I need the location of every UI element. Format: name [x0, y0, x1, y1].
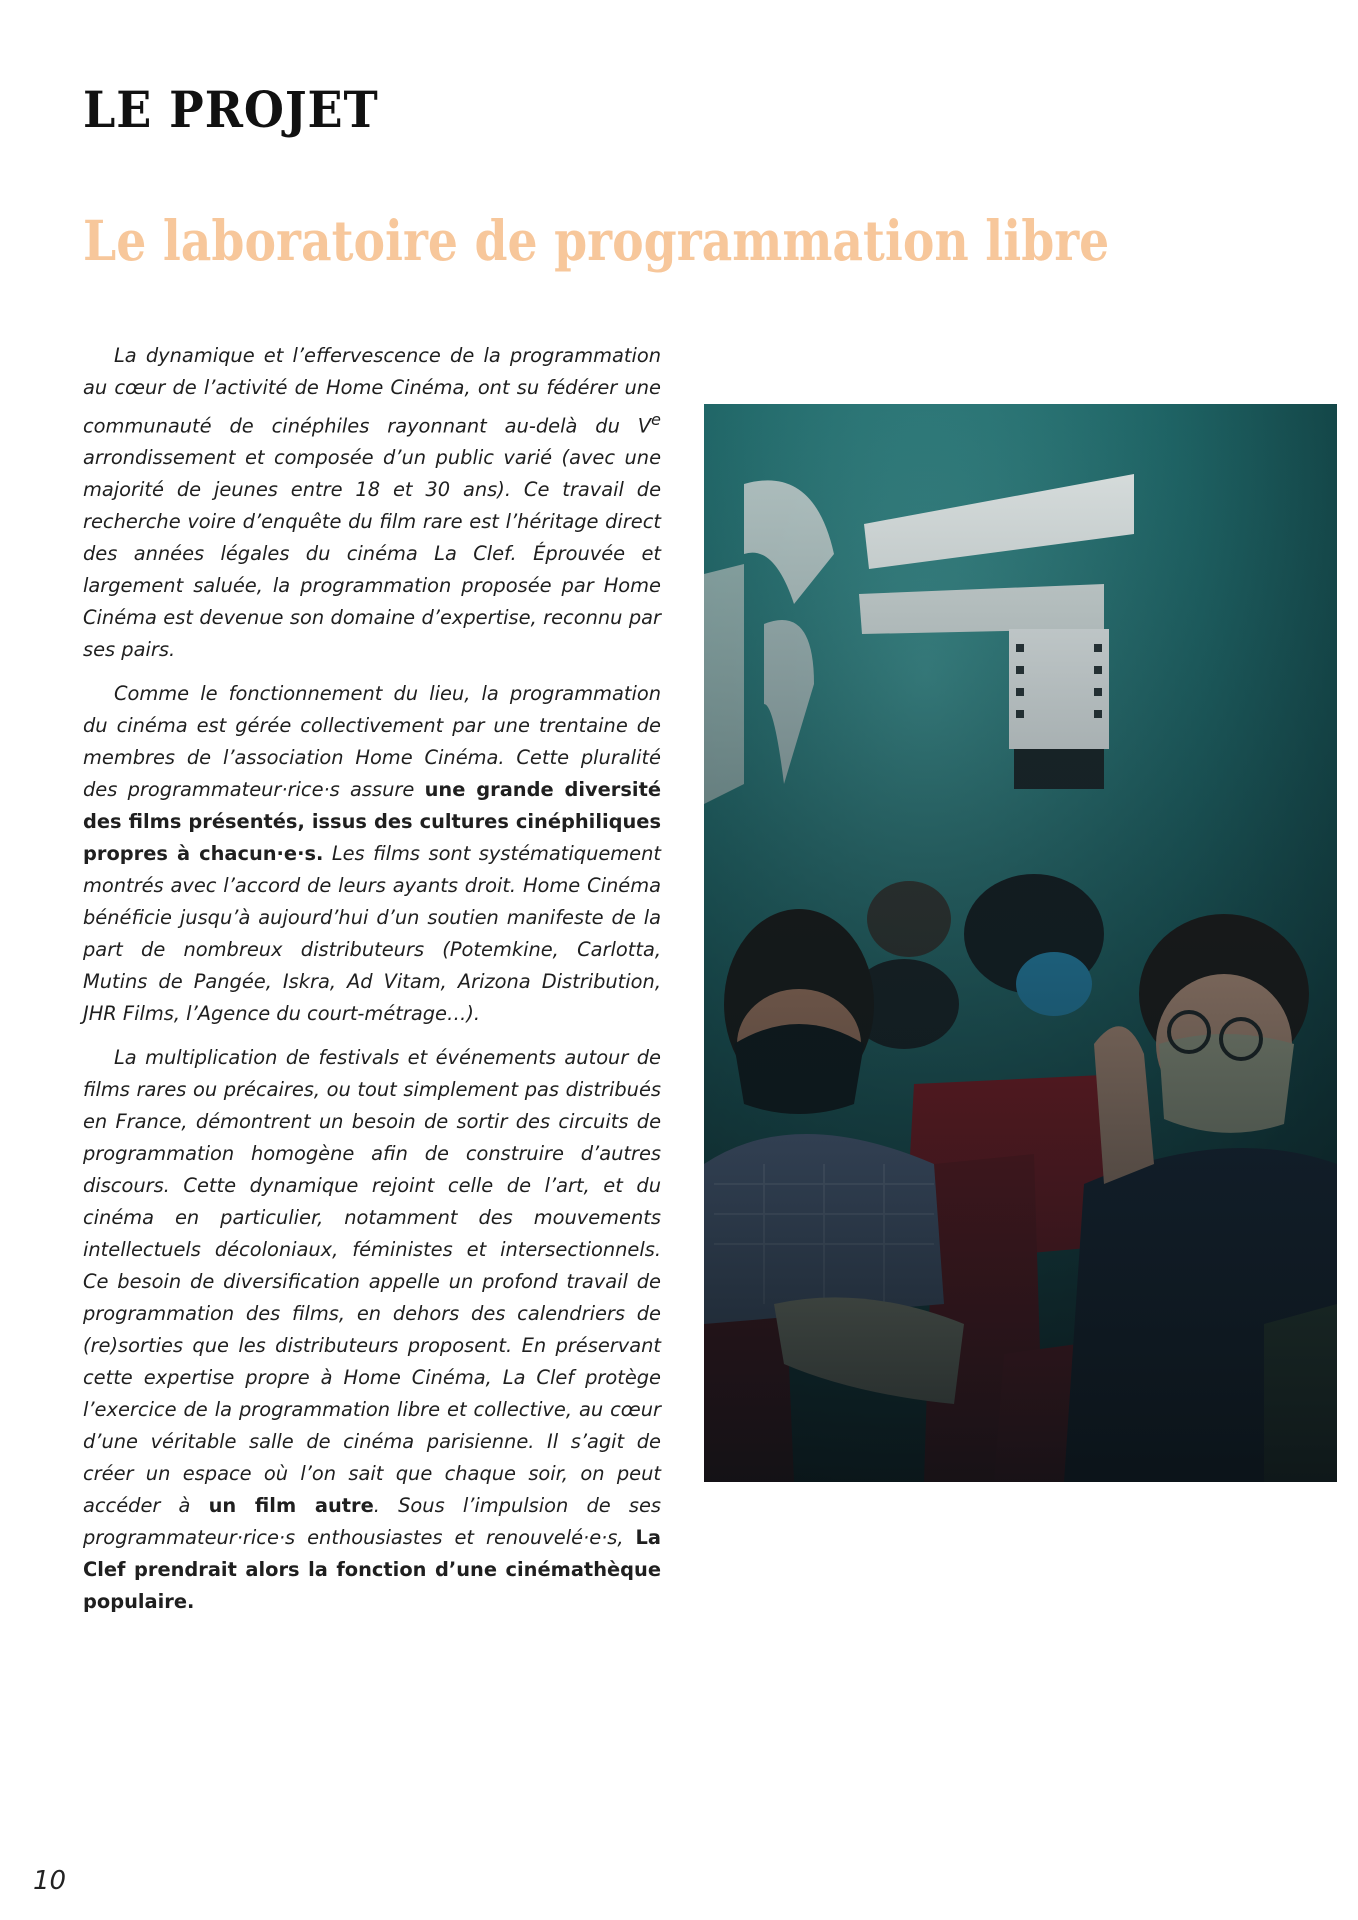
emphasized-text: un film autre [208, 1494, 374, 1518]
paragraph-text: e [651, 410, 661, 429]
page-headline: Le laboratoire de programmation libre [83, 208, 1110, 273]
emphasized-text: une grande diversité des films présentés, issus des cultures cinéphiliques propres à chacun·e·s. [83, 778, 661, 866]
body-text [83, 340, 661, 1630]
paragraph-text: arrondissement et composée d’un public varié (avec une majorité de jeunes entre 18 et 30 ans). Ce travail de recherche voire d’enquête du film rare est l’héritage direct des années légales du cinéma La Clef. Éprouvée et largement saluée, la programmation proposée par Home Cinéma est devenue son domaine d’expertise, reconnu par ses pairs. [83, 446, 661, 662]
paragraph-text: . Sous l’impulsion de ses programmateur·rice·s enthousiastes et renouvelé·e·s, [83, 1494, 661, 1550]
emphasized-text: La Clef prendrait alors la fonction d’une cinémathèque populaire. [83, 1526, 661, 1614]
page-number: 10 [33, 1866, 67, 1896]
paragraph-text: Comme le fonctionnement du lieu, la programmation du cinéma est gérée collectivement par une trentaine de membres de l’association Home Cinéma. Cette pluralité des programmateur·rice·s assure [83, 682, 661, 802]
paragraph-text: La dynamique et l’effervescence de la programmation au cœur de l’activité de Home Cinéma, ont su fédérer une communauté de cinéphiles rayonnant au-delà du V [83, 344, 661, 438]
cinema-audience-photo [704, 404, 1337, 1482]
paragraph-text: La multiplication de festivals et événements autour de films rares ou précaires, ou tout simplement pas distribués en France, démontrent un besoin de sortir des circuits de programmation homogène afin de construire d’autres discours. Cette dynamique rejoint celle de l’art, et du cinéma en particulier, notamment des mouvements intellectuels décoloniaux, féministes et intersectionnels. Ce besoin de diversification appelle un profond travail de programmation des films, en dehors des calendriers de (re)sorties que les distributeurs proposent. En préservant cette expertise propre à Home Cinéma, La Clef protège l’exercice de la programmation libre et collective, au cœur d’une véritable salle de cinéma parisienne. Il s’agit de créer un espace où l’on sait que chaque soir, on peut accéder à [83, 1046, 661, 1518]
body-paragraph [83, 678, 661, 1030]
body-paragraph [83, 340, 661, 666]
section-label: LE PROJET [83, 80, 379, 139]
paragraph-text: Les films sont systématiquement montrés avec l’accord de leurs ayants droit. Home Cinéma bénéficie jusqu’à aujourd’hui d’un soutien manifeste de la part de nombreux distributeurs (Potemkine, Carlotta, Mutins de Pangée, Iskra, Ad Vitam, Arizona Distribution, JHR Films, l’Agence du court-métrage…). [83, 842, 662, 1026]
body-paragraph [83, 1042, 661, 1618]
